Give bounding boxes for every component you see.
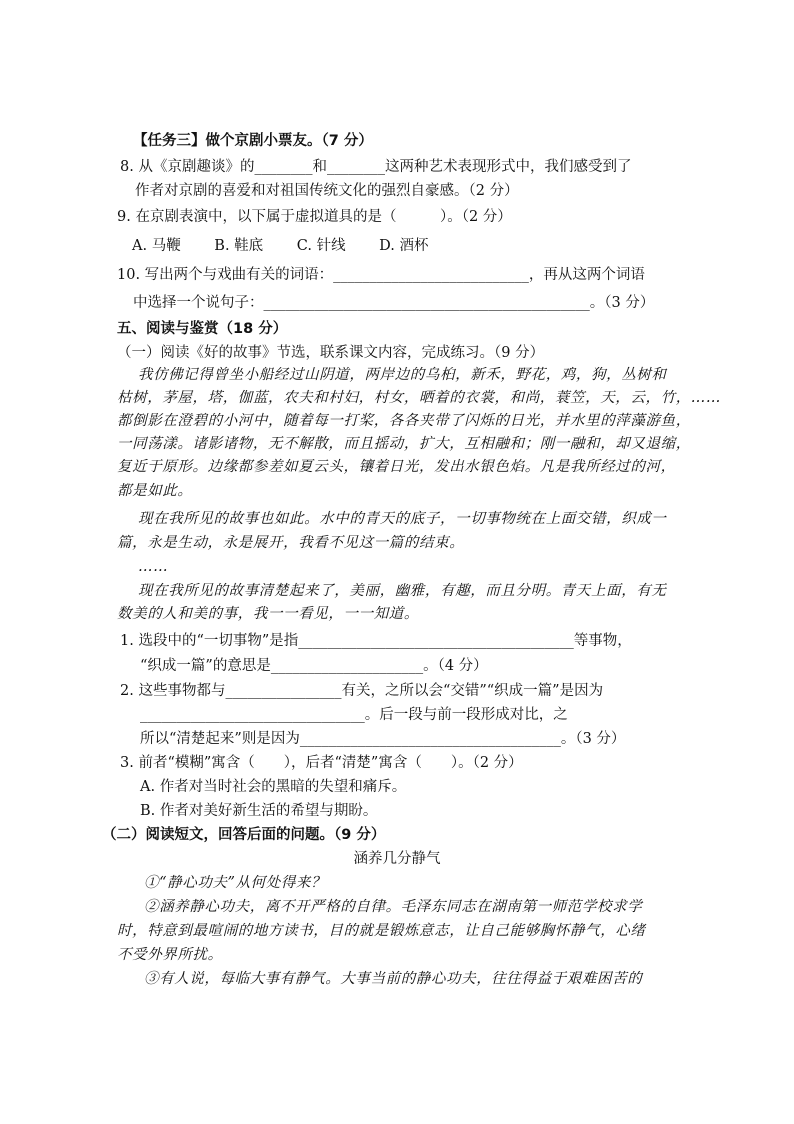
question-9: 9. 在京剧表演中，以下属于虚拟道具的是（ ）。（2 分） [117,209,512,225]
question-8-line-2: 作者对京剧的喜爱和对祖国传统文化的强烈自豪感。（2 分） [135,183,519,199]
reading-part-1-heading: （一）阅读《好的故事》节选，联系课文内容，完成练习。（9 分） [117,345,545,361]
passage-ellipsis: …… [138,559,169,575]
reading-question-1-line-2: “织成一篇”的意思是_____________________。（4 分） [140,658,488,674]
article-paragraph-line: 不受外界所扰。 [117,947,223,963]
passage-line: 枯树，茅屋，塔，伽蓝，农夫和村妇，村女，晒着的衣裳，和尚，蓑笠，天，云，竹，…… [117,390,721,406]
article-paragraph-line: ③有人说，每临大事有静气。大事当前的静心功夫，往往得益于艰难困苦的 [144,971,643,987]
question-8-line-1: 8. 从《京剧趣谈》的________和________这两种艺术表现形式中，我们感受到了 [120,159,632,175]
article-title: 涵养几分静气 [353,851,441,867]
question-10-line-2: 中选择一个说句子：_____________________________________________。（3 分） [133,295,655,311]
article-paragraph-line: ②涵养静心功夫，离不开严格的自律。毛泽东同志在湖南第一师范学校求学 [144,899,643,915]
passage-line: 都是如此。 [117,483,193,499]
reading-question-2-line-3: 所以“清楚起来”则是因为____________________________________。（3 分） [140,731,626,747]
reading-question-1-line-1: 1. 选段中的“一切事物”是指______________________________________等事物， [120,633,632,649]
task3-heading: 【任务三】做个京剧小票友。（7 分） [133,133,373,149]
article-paragraph-line: 时，特意到最喧闹的地方读书，目的就是锻炼意志，让自己能够胸怀静气，心绪 [117,923,646,939]
reading-question-3: 3. 前者“模糊”寓含（ ），后者“清楚”寓含（ ）。（2 分） [120,755,523,771]
passage-line: 我仿佛记得曾坐小船经过山阴道，两岸边的乌桕，新禾，野花，鸡，狗，丛树和 [138,367,667,383]
passage-line: 数美的人和美的事，我一一看见，一一知道。 [117,606,419,622]
passage-line: 现在我所见的故事清楚起来了，美丽，幽雅，有趣，而且分明。青天上面，有无 [138,583,667,599]
reading-question-2-line-1: 2. 这些事物都与________________有关，之所以会“交错”“织成一篇”是因为 [120,683,604,699]
passage-line: 复近于原形。边缘都参差如夏云头，镶着日光，发出水银色焰。凡是我所经过的河， [117,459,676,475]
passage-line: 篇，永是生动，永是展开，我看不见这一篇的结束。 [117,535,465,551]
passage-line: 现在我所见的故事也如此。水中的青天的底子，一切事物统在上面交错，织成一 [138,511,667,527]
question-10-line-1: 10. 写出两个与戏曲有关的词语：___________________________，再从这两个词语 [117,267,645,283]
reading-question-2-line-2: _______________________________。后一段与前一段形成对比，之 [140,707,568,723]
question-9-options: A. 马鞭 B. 鞋底 C. 针线 D. 酒杯 [132,238,429,254]
article-paragraph-line: ①“静心功夫”从何处得来？ [144,875,327,891]
reading-part-2-heading: （二）阅读短文，回答后面的问题。（9 分） [102,827,386,843]
passage-line: 一同荡漾。诸影诸物，无不解散，而且摇动，扩大，互相融和；刚一融和，却又退缩， [117,436,691,452]
passage-line: 都倒影在澄碧的小河中，随着每一打桨，各各夹带了闪烁的日光，并水里的萍藻游鱼， [117,413,691,429]
reading-question-3-option-a: A. 作者对当时社会的黑暗的失望和痛斥。 [140,779,407,795]
reading-question-3-option-b: B. 作者对美好新生活的希望与期盼。 [140,803,378,819]
section-5-heading: 五、阅读与鉴赏（18 分） [117,321,288,337]
